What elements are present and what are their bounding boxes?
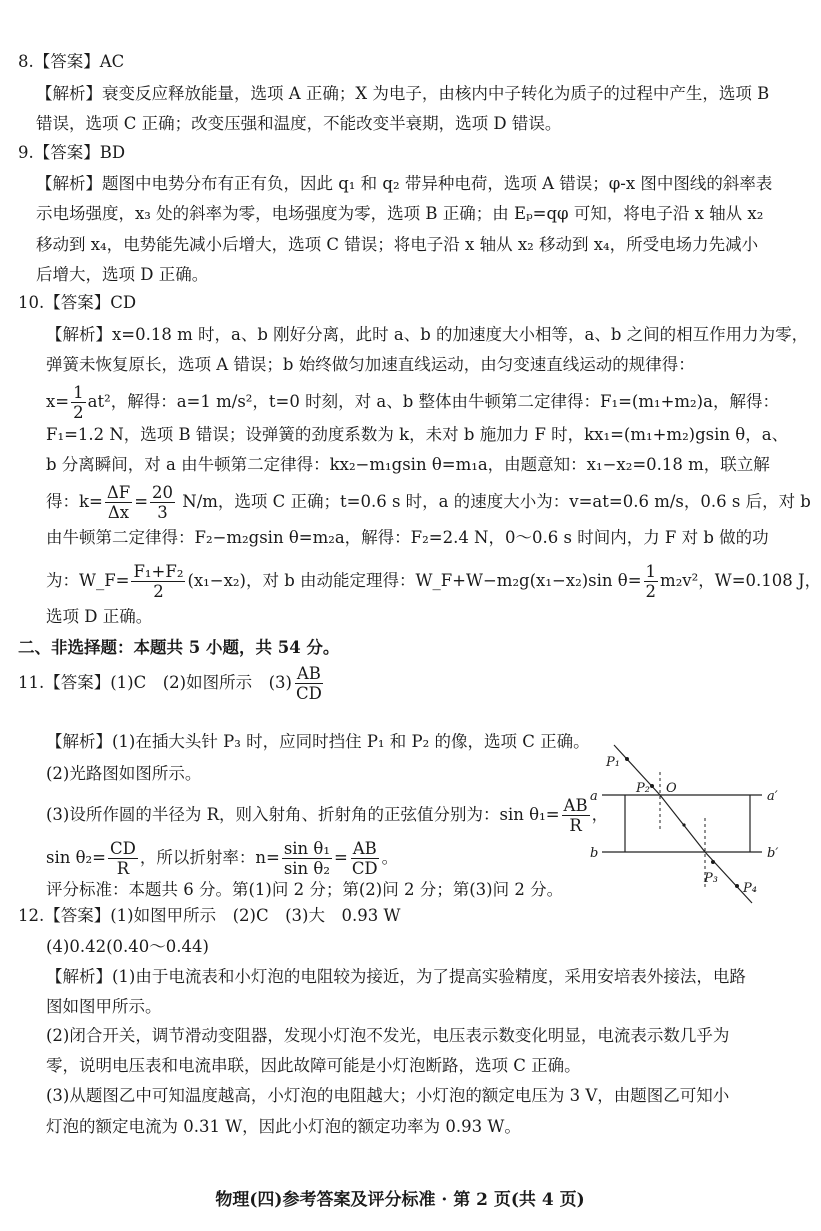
pin-p4 <box>735 884 739 888</box>
pin-p3 <box>711 860 715 864</box>
q10-analysis-line <box>46 562 821 601</box>
numerator: ΔF <box>106 483 131 502</box>
numerator: AB <box>563 796 588 815</box>
text: sin θ₂= <box>46 848 106 867</box>
label-p4: P₄ <box>743 881 757 896</box>
fraction <box>644 562 659 601</box>
denominator: Δx <box>107 503 130 522</box>
q11-scoring: 评分标准：本题共 6 分。第(1)问 2 分；第(2)问 2 分；第(3)问 2 分。 <box>46 880 564 899</box>
denominator: 2 <box>73 403 84 422</box>
text: x= <box>46 392 70 411</box>
text: at²，解得：a=1 m/s²，t=0 时刻，对 a、b 整体由牛顿第二定律得：F₁=(m₁+m₂)a，解得： <box>87 392 779 411</box>
q10-analysis-line: 选项 D 正确。 <box>46 607 153 626</box>
q10-analysis-line: b 分离瞬间，对 a 由牛顿第二定律得：kx₂−m₁gsin θ=m₁a，由题意知：x₁−x₂=0.18 m，联立解 <box>46 455 770 474</box>
numerator: CD <box>110 839 136 858</box>
q11-analysis-line <box>46 839 398 878</box>
fraction <box>131 562 185 601</box>
label-p3: P₃ <box>704 871 718 886</box>
fraction <box>105 483 132 522</box>
q8-answer: 8.【答案】AC <box>18 52 125 71</box>
text: (3)设所作圆的半径为 R，则入射角、折射角的正弦值分别为：sin θ₁= <box>46 805 560 824</box>
q9-answer: 9.【答案】BD <box>18 143 126 162</box>
text: = <box>333 848 348 867</box>
denominator: 3 <box>157 503 168 522</box>
numerator: AB <box>352 839 377 858</box>
label-p2: P₂ <box>636 781 650 796</box>
q12-analysis-line: 灯泡的额定电流为 0.31 W，因此小灯泡的额定功率为 0.93 W。 <box>46 1117 521 1136</box>
text: 得：k= <box>46 492 103 511</box>
label-p1: P₁ <box>606 755 620 770</box>
fraction <box>108 839 138 878</box>
q10-analysis-line: 【解析】x=0.18 m 时，a、b 刚好分离，此时 a、b 的加速度大小相等，a、b 之间的相互作用力为零， <box>46 325 809 344</box>
page-footer: 物理(四)参考答案及评分标准 · 第 2 页(共 4 页) <box>215 1190 585 1210</box>
q12-analysis-line: 零，说明电压表和电流串联，因此故障可能是小灯泡断路，选项 C 正确。 <box>46 1056 581 1075</box>
fraction <box>350 839 380 878</box>
pin-p2 <box>650 784 654 788</box>
q10-analysis-line <box>46 483 811 522</box>
q11-answer <box>18 664 326 703</box>
section-heading: 二、非选择题：本题共 5 小题，共 54 分。 <box>18 638 340 657</box>
numerator: AB <box>296 664 321 683</box>
denominator: R <box>569 816 582 835</box>
numerator: F₁+F₂ <box>133 562 184 581</box>
q10-analysis-line <box>46 383 779 422</box>
numerator: 1 <box>73 383 84 402</box>
denominator: 2 <box>645 582 657 601</box>
text: ，所以折射率：n= <box>139 848 280 867</box>
label-a: a <box>590 789 598 804</box>
numerator: sin θ₁ <box>283 839 330 858</box>
label-a-prime: a′ <box>767 789 778 804</box>
q10-analysis-line: 弹簧未恢复原长，选项 A 错误；b 始终做匀加速直线运动，由匀变速直线运动的规律得： <box>46 355 695 374</box>
q12-analysis-line: (2)闭合开关，调节滑动变阻器，发现小灯泡不发光，电压表示数变化明显，电流表示数几乎为 <box>46 1026 730 1045</box>
text: (x₁−x₂)，对 b 由动能定理得：W_F+W−m₂g(x₁−x₂)sin θ= <box>187 571 642 590</box>
numerator: 1 <box>645 562 657 581</box>
q10-analysis-line: F₁=1.2 N，选项 B 错误；设弹簧的劲度系数为 k，未对 b 施加力 F 时，kx₁=(m₁+m₂)gsin θ，a、 <box>46 425 789 444</box>
q9-analysis-line: 后增大，选项 D 正确。 <box>36 265 209 284</box>
pin-p1 <box>625 757 629 761</box>
fraction <box>282 839 332 878</box>
denominator: CD <box>295 684 322 703</box>
q11-analysis-line: 【解析】(1)在插大头针 P₃ 时，应同时挡住 P₁ 和 P₂ 的像，选项 C 正确。 <box>46 732 590 751</box>
text: N/m，选项 C 正确；t=0.6 s 时，a 的速度大小为：v=at=0.6 m/s，0.6 s 后，对 b <box>177 492 811 511</box>
label-b: b <box>590 846 599 861</box>
q8-analysis-line: 【解析】衰变反应释放能量，选项 A 正确；X 为电子，由核内中子转化为质子的过程中产生，选项 B <box>36 84 770 103</box>
text: 为：W_F= <box>46 571 130 590</box>
denominator: CD <box>351 859 378 878</box>
q12-analysis-line: 【解析】(1)由于电流表和小灯泡的电阻较为接近，为了提高实验精度，采用安培表外接法，电路 <box>46 967 746 986</box>
q12-answer: 12.【答案】(1)如图甲所示 (2)C (3)大 0.93 W <box>18 906 401 925</box>
fraction <box>71 383 86 422</box>
label-o: O <box>666 781 677 796</box>
q9-analysis-line: 移动到 x₄，电势能先减小后增大，选项 C 错误；将电子沿 x 轴从 x₂ 移动到 x₄，所受电场力先减小 <box>36 235 759 254</box>
fraction <box>150 483 175 522</box>
numerator: 20 <box>152 483 174 502</box>
denominator: 2 <box>153 582 164 601</box>
label-b-prime: b′ <box>767 846 779 861</box>
q9-analysis-line: 【解析】题图中电势分布有正有负，因此 q₁ 和 q₂ 带异种电荷，选项 A 错误；φ-x 图中图线的斜率表 <box>36 174 773 193</box>
fraction <box>294 664 324 703</box>
q10-answer: 10.【答案】CD <box>18 293 137 312</box>
q12-answer-part4: (4)0.42(0.40～0.44) <box>46 937 209 956</box>
q11-analysis-line: (2)光路图如图所示。 <box>46 764 202 783</box>
text: = <box>134 492 149 511</box>
q12-analysis-line: 图如图甲所示。 <box>46 997 162 1016</box>
q10-analysis-line: 由牛顿第二定律得：F₂−m₂gsin θ=m₂a，解得：F₂=2.4 N，0～0.6 s 时间内，力 F 对 b 做的功 <box>46 528 769 547</box>
denominator: sin θ₂ <box>283 859 330 878</box>
denominator: R <box>116 859 130 878</box>
q9-analysis-line: 示电场强度，x₃ 处的斜率为零，电场强度为零，选项 B 正确；由 Eₚ=qφ 可知，将电子沿 x 轴从 x₂ <box>36 204 764 223</box>
text: m₂v²，W=0.108 J， <box>660 571 821 590</box>
q12-analysis-line: (3)从题图乙中可知温度越高，小灯泡的电阻越大；小灯泡的额定电压为 3 V，由题图乙可知小 <box>46 1086 730 1105</box>
q8-analysis-line: 错误，选项 C 正确；改变压强和温度，不能改变半衰期，选项 D 错误。 <box>36 114 562 133</box>
text: ， <box>591 805 609 824</box>
q11-analysis-line <box>46 796 608 835</box>
refraction-diagram <box>585 735 785 915</box>
ray-point <box>682 823 685 826</box>
text: 11.【答案】(1)C (2)如图所示 (3) <box>18 673 292 692</box>
text: 。 <box>381 848 399 867</box>
